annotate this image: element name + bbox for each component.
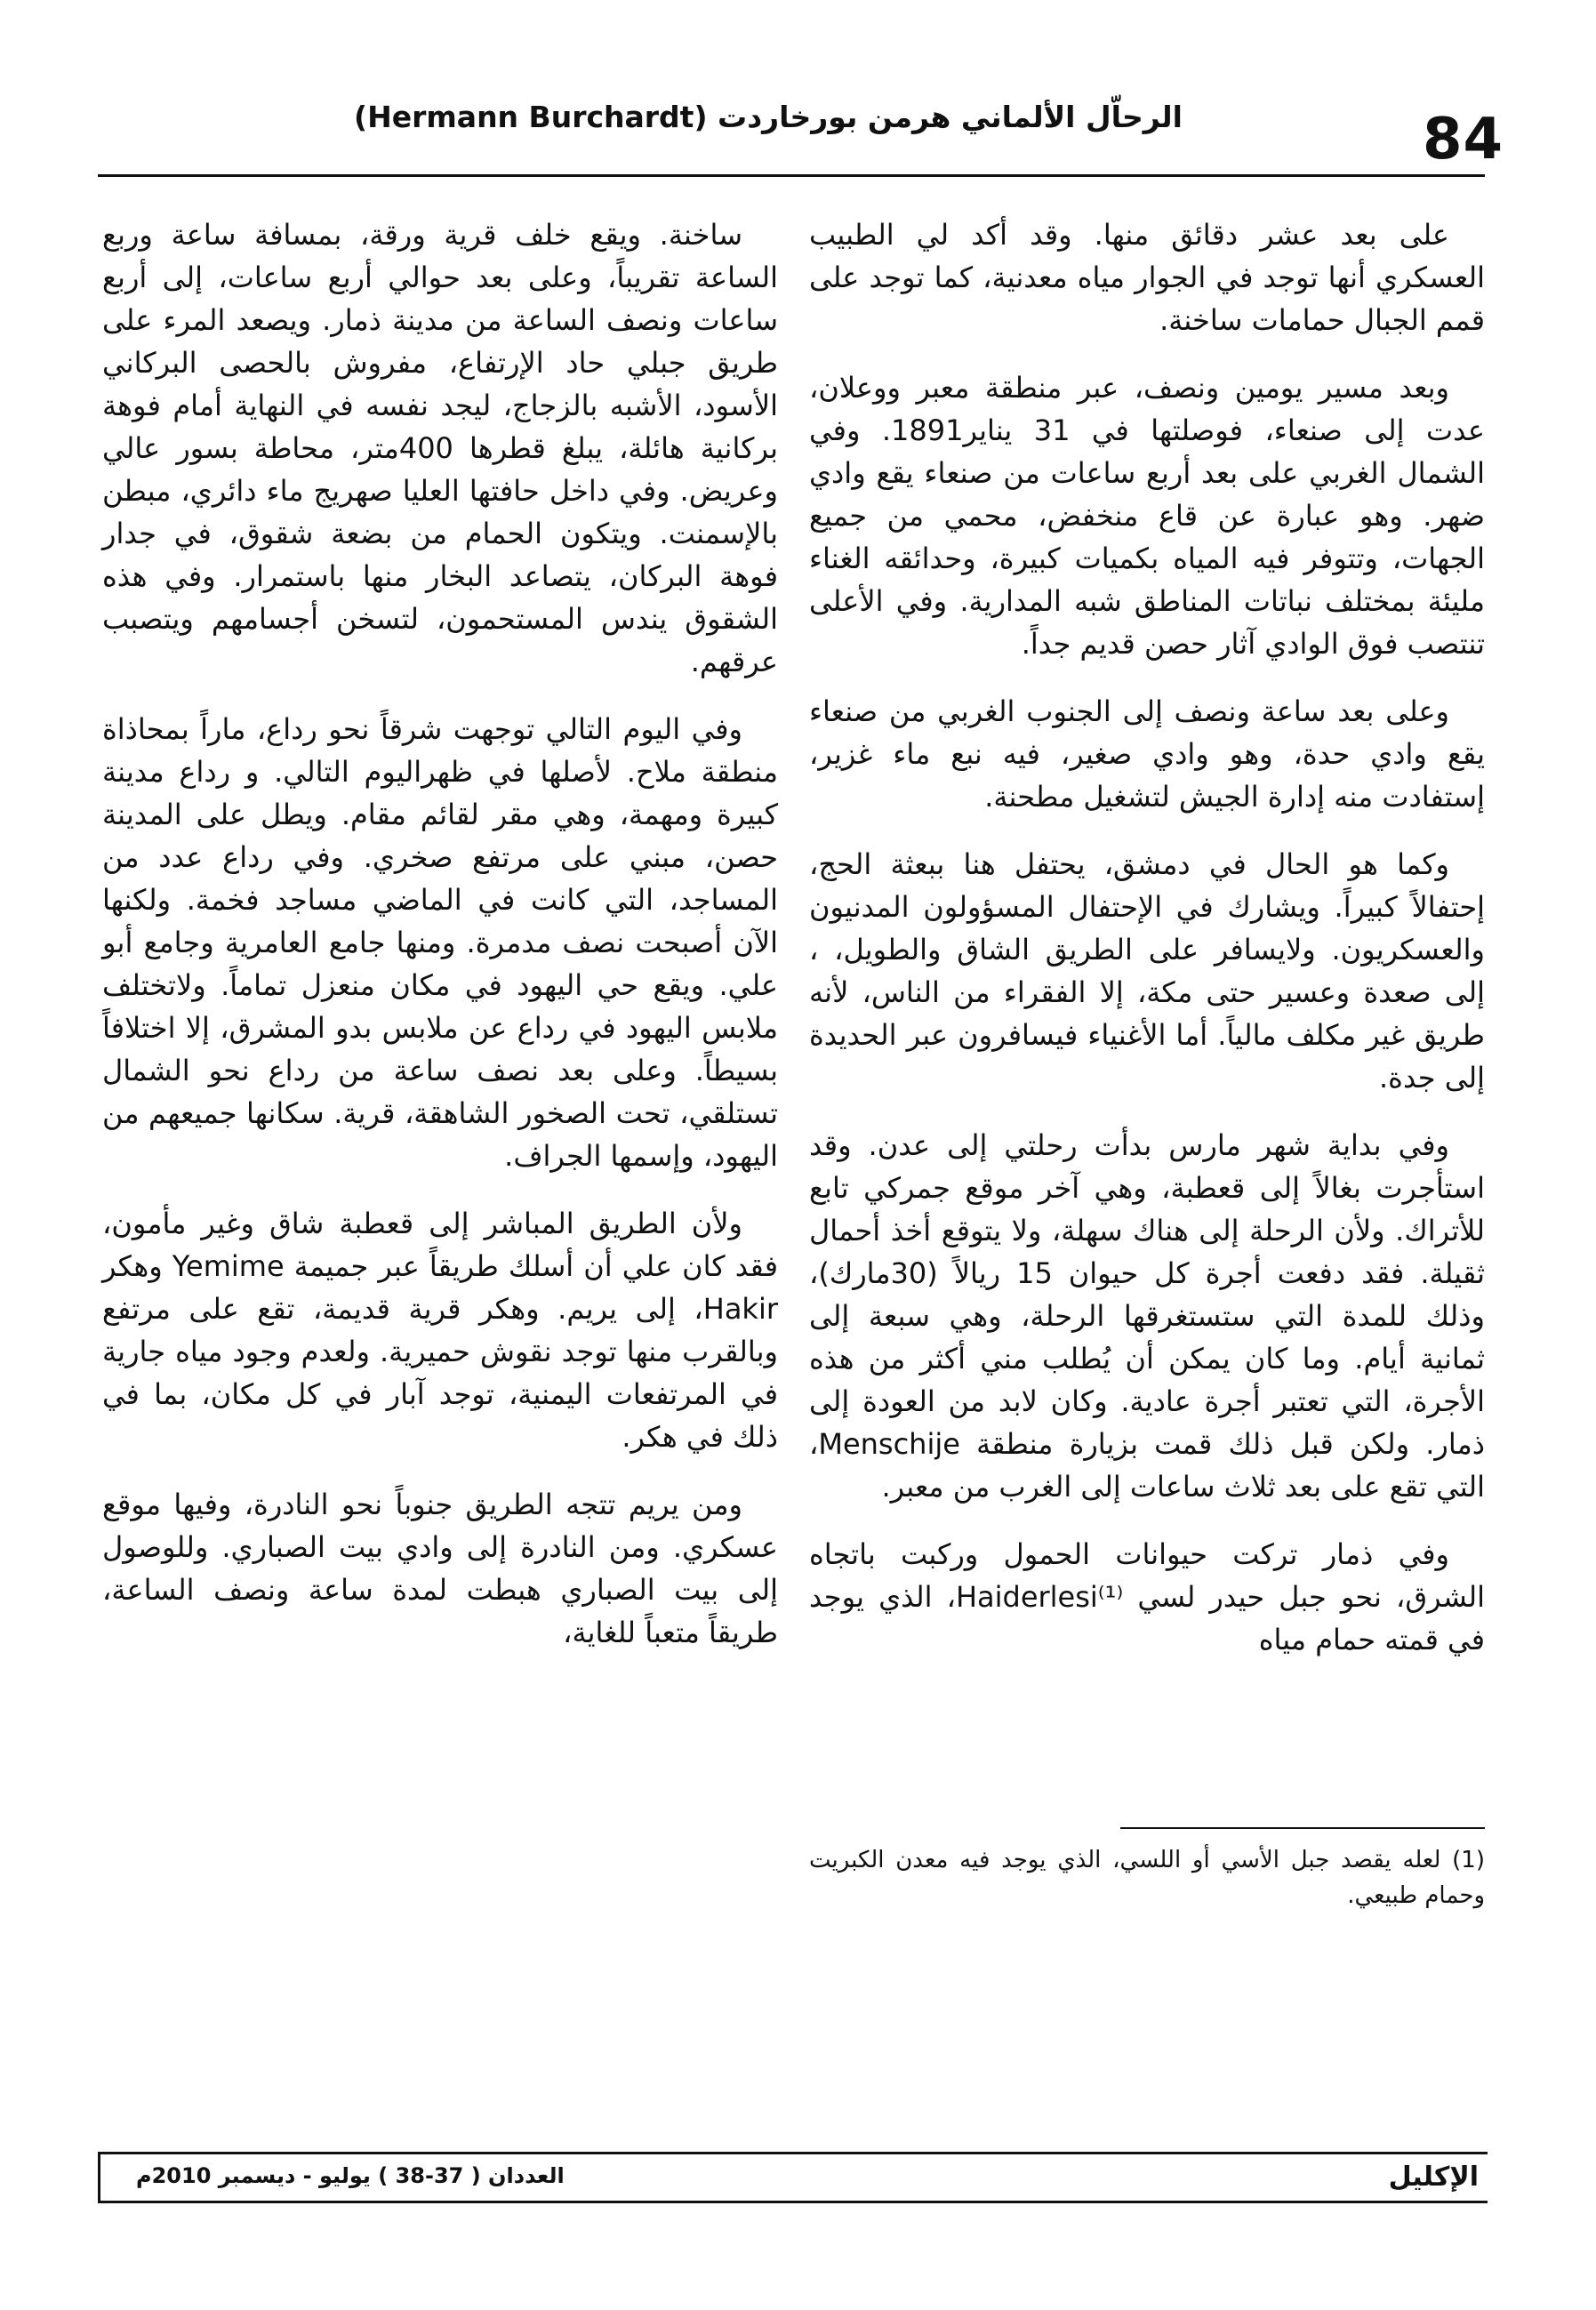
paragraph: على بعد عشر دقائق منها. وقد أكد لي الطبيب العسكري أنها توجد في الجوار مياه معدنية، كما توجد على قمم الجبال حمامات ساخنة.	[809, 218, 1485, 337]
paragraph: وفي اليوم التالي توجهت شرقاً نحو رداع، ماراً بمحاذاة منطقة ملاح. لأصلها في ظهراليوم التالي. و رداع مدينة كبيرة ومهمة، وهي مقر لقائم مقام. ويطل على المدينة حصن، مبني على مرتفع صخري. وفي رداع عدد من المساجد، التي كانت في الماضي مساجد فخمة. ولكنها الآن أصبحت نصف مدمرة. ومنها جامع العامرية وجامع أبو علي. ويقع حي اليهود في مكان منعزل تماماً. ولاتختلف ملابس اليهود في رداع عن ملابس بدو المشرق، إلا اختلافاً بسيطاً. وعلى بعد نصف ساعة من رداع نحو الشمال تستلقي، تحت الصخور الشاهقة، قرية. سكانها جميعهم من اليهود، وإسمها الجراف.	[102, 712, 778, 1173]
footnote: (1) لعله يقصد جبل الأسي أو اللسي، الذي يوجد فيه معدن الكبريت وحمام طبيعي.	[809, 1847, 1485, 1909]
paragraph: ساخنة. ويقع خلف قرية ورقة، بمسافة ساعة وربع الساعة تقريباً، وعلى بعد حوالي أربع ساعات، إلى أربع ساعات ونصف الساعة من مدينة ذمار. ويصعد المرء على طريق جبلي حاد الإرتفاع، مفروش بالحصى البركاني الأسود، الأشبه بالزجاج، ليجد نفسه في النهاية أمام فوهة بركانية هائلة، يبلغ قطرها 400متر، محاطة بسور عالي وعريض. وفي داخل حافتها العليا صهريج ماء دائري، مبطن بالإسمنت. ويتكون الحمام من بضعة شقوق، في جدار فوهة البركان، يتصاعد البخار منها باستمرار. وفي هذه الشقوق يندس المستحمون، لتسخن أجسامهم ويتصبب عرقهم.	[102, 218, 779, 678]
paragraph: وبعد مسير يومين ونصف، عبر منطقة معبر ووعلان، عدت إلى صنعاء، فوصلتها في 31 يناير1891. وفي الشمال الغربي على بعد أربع ساعات من صنعاء يقع وادي ضهر. وهو عبارة عن قاع منخفض، محمي من جميع الجهات، وتتوفر فيه المياه بكميات كبيرة، وحدائقه الغناء مليئة بمختلف نباتات المناطق شبه المدارية. وفي الأعلى تنتصب فوق الوادي آثار حصن قديم جداً.	[809, 371, 1486, 661]
paragraph: ومن يريم تتجه الطريق جنوباً نحو النادرة، وفيها موقع عسكري. ومن النادرة إلى وادي بيت الصباري. وللوصول إلى بيت الصباري هبطت لمدة ساعة ونصف الساعة، طريقاً متعباً للغاية،	[102, 1488, 778, 1649]
page-header	[0, 0, 1596, 205]
running-title: الرحاّل الألماني هرمن بورخاردت (Hermann Burchardt)	[354, 100, 1183, 134]
journal-name: الإكليل	[1388, 2162, 1479, 2193]
left-column	[102, 213, 778, 1679]
header-divider	[98, 174, 1485, 177]
issue-info: العددان ( 37-38 ) يوليو - ديسمبر 2010م	[136, 2163, 565, 2188]
paragraph: وفي بداية شهر مارس بدأت رحلتي إلى عدن. وقد استأجرت بغالاً إلى قعطبة، وهي آخر موقع جمركي تابع للأتراك. ولأن الرحلة إلى هناك سهلة، ولا يتوقع أخذ أحمال ثقيلة. فقد دفعت أجرة كل حيوان 15 ريالاً (30مارك)، وذلك للمدة التي ستستغرقها الرحلة، وهي سبعة إلى ثمانية أيام. وما كان يمكن أن يُطلب مني أكثر من هذه الأجرة، التي تعتبر أجرة عادية. وكان لابد من العودة إلى ذمار. ولكن قبل ذلك قمت بزيارة منطقة Menschije، التي تقع على بعد ثلاث ساعات إلى الغرب من معبر.	[809, 1128, 1486, 1504]
paragraph: وفي ذمار تركت حيوانات الحمول وركبت باتجاه الشرق، نحو جبل حيدر لسي Haiderlesi⁽¹⁾، الذي يوجد في قمته حمام مياه	[809, 1537, 1486, 1656]
paragraph: وعلى بعد ساعة ونصف إلى الجنوب الغربي من صنعاء يقع وادي حدة، وهو وادي صغير، فيه نبع ماء غزير، إستفادت منه إدارة الجيش لتشغيل مطحنة.	[809, 694, 1485, 814]
page-footer	[98, 2152, 1488, 2203]
footnote-divider	[1120, 1827, 1485, 1829]
paragraph: وكما هو الحال في دمشق، يحتفل هنا ببعثة الحج، إحتفالاً كبيراً. ويشارك في الإحتفال المسؤولون المدنيون والعسكريون. ولايسافر على الطريق الشاق والطويل، ، إلى صعدة وعسير حتى مكة، إلا الفقراء من الناس، لأنه طريق غير مكلف مالياً. أما الأغنياء فيسافرون عبر الحديدة إلى جدة.	[809, 847, 1485, 1095]
page-number: 84	[1423, 107, 1504, 172]
paragraph: ولأن الطريق المباشر إلى قعطبة شاق وغير مأمون، فقد كان علي أن أسلك طريقاً عبر جميمة Yemime وهكر Hakir، إلى يريم. وهكر قرية قديمة، تقع على مرتفع وبالقرب منها توجد نقوش حميرية. ولعدم وجود مياه جارية في المرتفعات اليمنية، توجد آبار في كل مكان، بما في ذلك في هكر.	[102, 1207, 779, 1454]
right-column	[809, 213, 1485, 1686]
